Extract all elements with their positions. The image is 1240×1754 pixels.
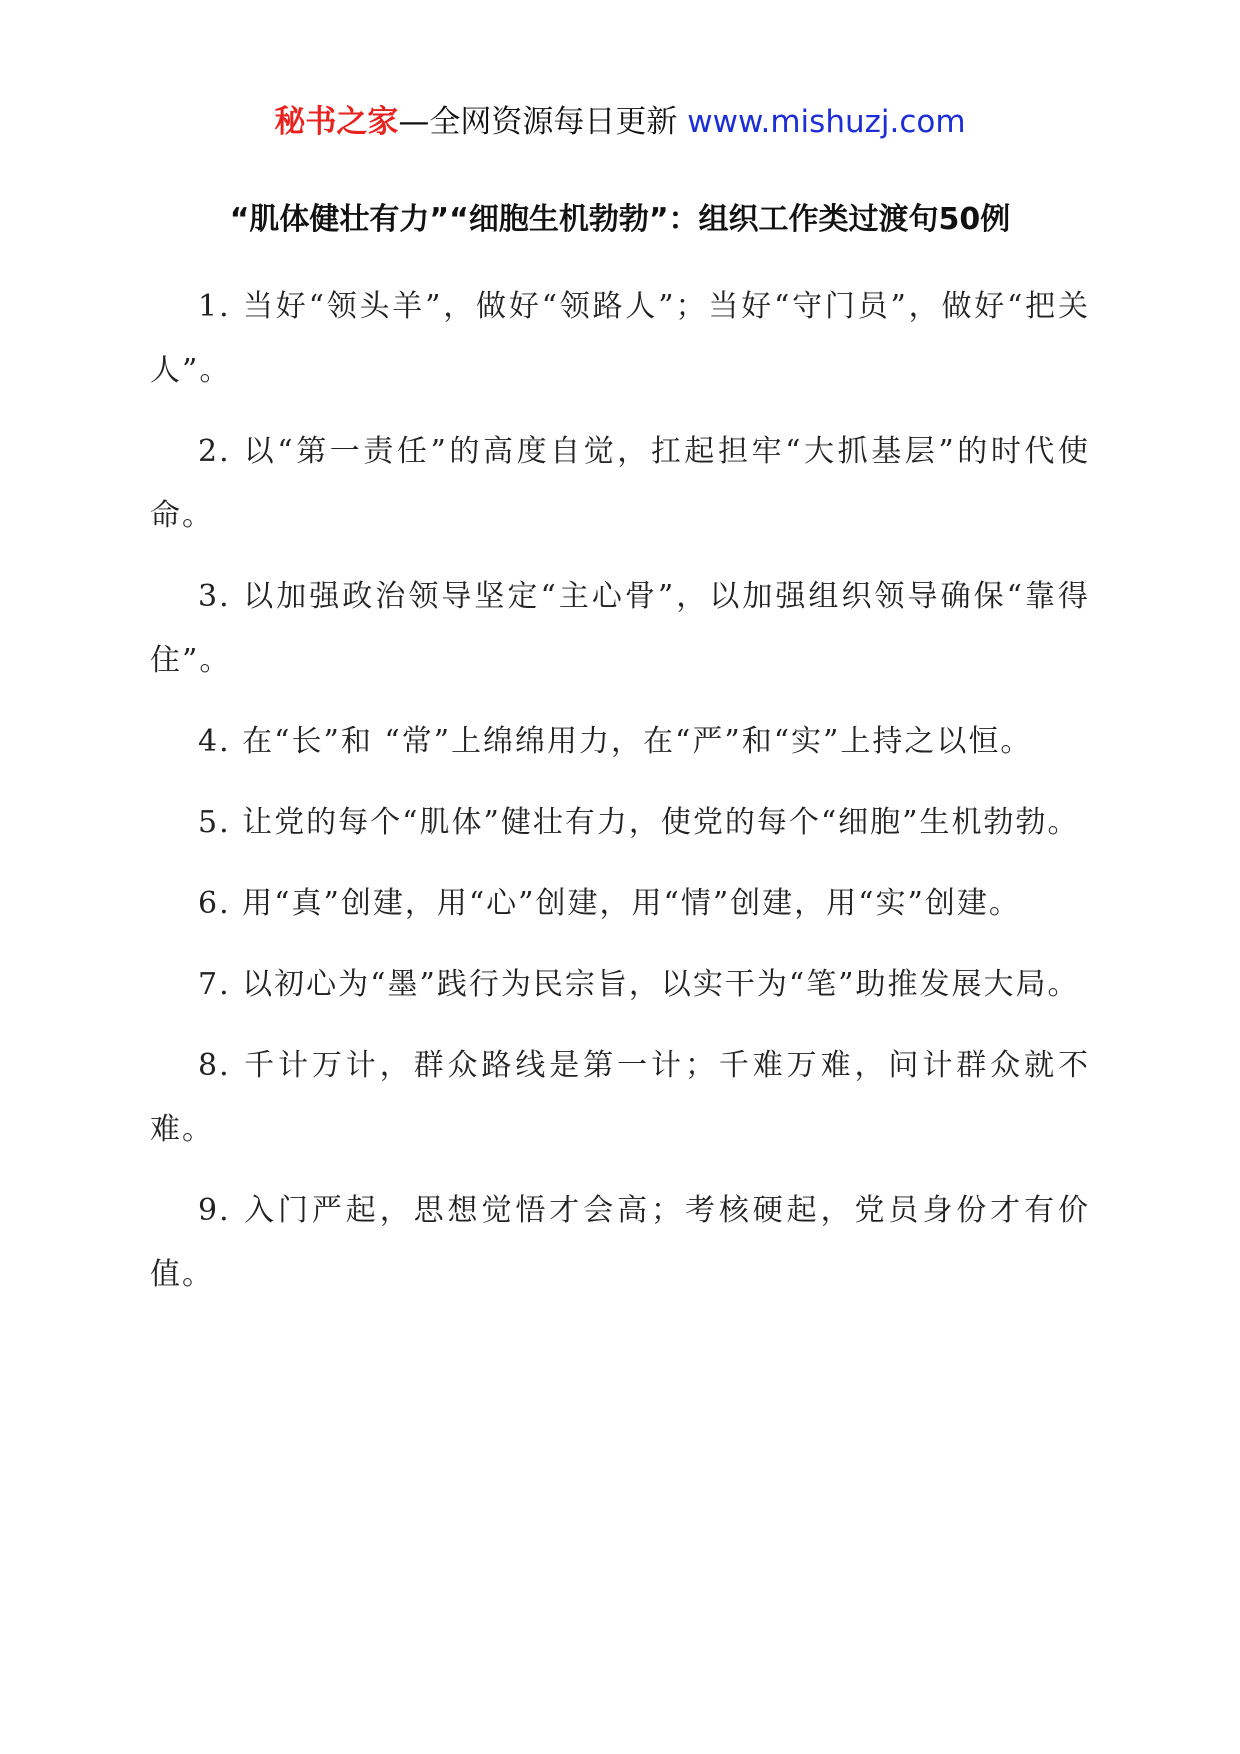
document-title: “肌体健壮有力”“细胞生机勃勃”：组织工作类过渡句50例: [229, 202, 1011, 237]
list-item: 3. 以加强政治领导坚定“主心骨”，以加强组织领导确保“靠得住”。: [150, 579, 1090, 678]
list-item: 6. 用“真”创建，用“心”创建，用“情”创建，用“实”创建。: [198, 886, 1021, 921]
site-header: [0, 100, 1240, 144]
list-item: 1. 当好“领头羊”，做好“领路人”；当好“守门员”，做好“把关人”。: [150, 289, 1090, 388]
list-item: 4. 在“长”和 “常”上绵绵用力，在“严”和“实”上持之以恒。: [198, 724, 1033, 759]
item-list: [150, 275, 1090, 1324]
site-slogan: —全网资源每日更新: [398, 104, 678, 140]
list-item: 9. 入门严起，思想觉悟才会高；考核硬起，党员身份才有价值。: [150, 1193, 1090, 1292]
list-item: 8. 千计万计，群众路线是第一计；千难万难，问计群众就不难。: [150, 1048, 1090, 1147]
site-url-link[interactable]: www.mishuzj.com: [687, 104, 966, 140]
list-item: 5. 让党的每个“肌体”健壮有力，使党的每个“细胞”生机勃勃。: [198, 805, 1080, 840]
list-item: 2. 以“第一责任”的高度自觉，扛起担牢“大抓基层”的时代使命。: [150, 434, 1090, 533]
list-item: 7. 以初心为“墨”践行为民宗旨，以实干为“笔”助推发展大局。: [198, 967, 1080, 1002]
site-brand: 秘书之家: [274, 104, 399, 140]
